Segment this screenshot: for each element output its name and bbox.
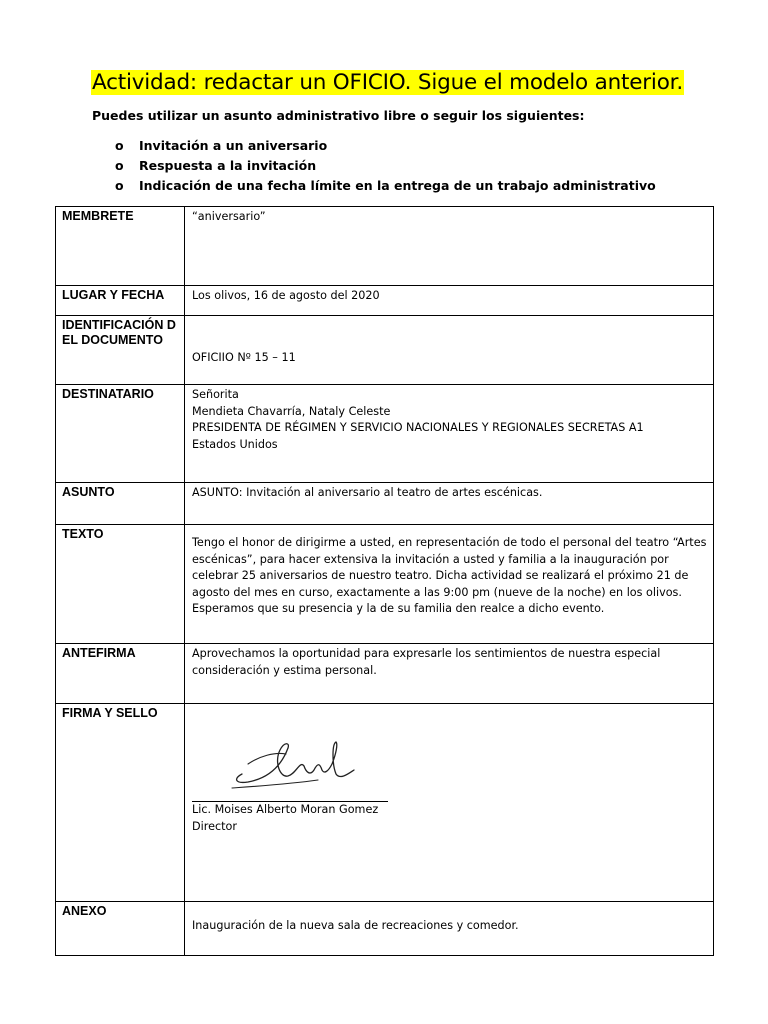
option-item [115, 156, 656, 176]
value-texto [185, 525, 714, 644]
label-firma-sello: FIRMA Y SELLO [56, 704, 185, 902]
value-lugar-fecha: Los olivos, 16 de agosto del 2020 [185, 286, 714, 316]
annex-text: Inauguración de la nueva sala de recreaciones y comedor. [192, 919, 519, 932]
option-list [115, 136, 656, 196]
row-firma-sello [56, 704, 714, 902]
row-asunto [56, 483, 714, 525]
signer-name: Lic. Moises Alberto Moran Gomez [192, 803, 379, 816]
row-antefirma [56, 644, 714, 704]
recipient-location: Estados Unidos [192, 437, 278, 451]
label-antefirma: ANTEFIRMA [56, 644, 185, 704]
document-number: OFICIIO Nº 15 – 11 [192, 351, 296, 364]
label-texto: TEXTO [56, 525, 185, 644]
oficio-table [55, 206, 714, 956]
option-text: Invitación a un aniversario [139, 138, 328, 153]
option-text: Respuesta a la invitación [139, 158, 317, 173]
recipient-title: Señorita [192, 388, 239, 401]
value-anexo [185, 902, 714, 956]
value-asunto: ASUNTO: Invitación al aniversario al teatro de artes escénicas. [185, 483, 714, 525]
option-item [115, 136, 656, 156]
label-membrete: MEMBRETE [56, 207, 185, 286]
bullet-icon: o [115, 158, 124, 173]
row-membrete [56, 207, 714, 286]
signer-position: Director [192, 819, 237, 833]
row-lugar-fecha [56, 286, 714, 316]
heading-highlight: Actividad: redactar un OFICIO. Sigue el modelo anterior. [92, 70, 683, 95]
bullet-icon: o [115, 138, 124, 153]
signature-icon [230, 734, 360, 794]
label-identificacion: IDENTIFICACIÓN DEL DOCUMENTO [56, 316, 185, 385]
label-asunto: ASUNTO [56, 483, 185, 525]
row-destinatario [56, 385, 714, 483]
option-text: Indicación de una fecha límite en la entrega de un trabajo administrativo [139, 178, 656, 193]
row-texto [56, 525, 714, 644]
value-identificacion [185, 316, 714, 385]
value-firma-sello [185, 704, 714, 902]
bullet-icon: o [115, 178, 124, 193]
value-destinatario [185, 385, 714, 483]
label-anexo: ANEXO [56, 902, 185, 956]
recipient-name: Mendieta Chavarría, Nataly Celeste [192, 404, 391, 418]
value-antefirma: Aprovechamos la oportunidad para expresarle los sentimientos de nuestra especial consideración y estima personal. [185, 644, 714, 704]
signature-area [192, 706, 707, 801]
value-membrete: “aniversario” [185, 207, 714, 286]
label-destinatario: DESTINATARIO [56, 385, 185, 483]
body-text: Tengo el honor de dirigirme a usted, en representación de todo el personal del teatro “Artes escénicas”, para hacer extensiva la invitación a usted y familia a la inauguración por celebrar 25 aniversarios de nuestro teatro. Dicha actividad se realizará el próximo 21 de agosto del mes en curso, exactamente a las 9:00 pm (nueve de la noche) en los olivos. Esperamos que su presencia y la de su familia den realce a dicho evento. [192, 536, 707, 615]
row-anexo [56, 902, 714, 956]
label-lugar-fecha: LUGAR Y FECHA [56, 286, 185, 316]
recipient-position: PRESIDENTA DE RÉGIMEN Y SERVICIO NACIONALES Y REGIONALES SECRETAS A1 [192, 421, 644, 434]
row-identificacion [56, 316, 714, 385]
option-item [115, 176, 656, 196]
page-heading [91, 68, 684, 98]
intro-text: Puedes utilizar un asunto administrativo libre o seguir los siguientes: [92, 108, 585, 123]
